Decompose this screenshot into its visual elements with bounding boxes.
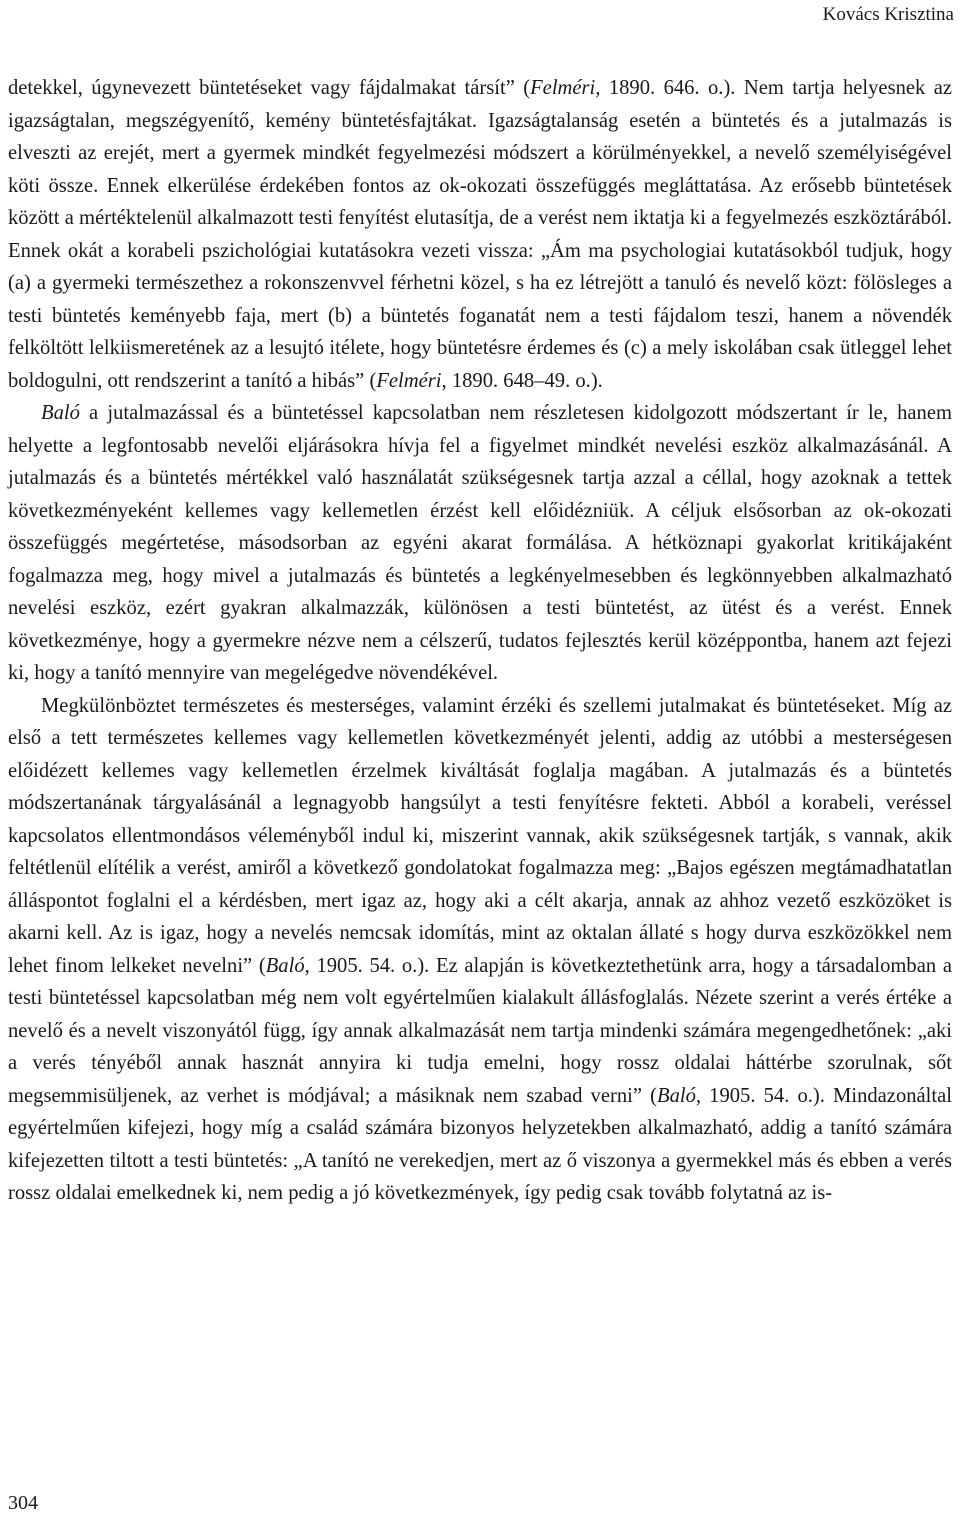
text-run: a jutalmazással és a büntetéssel kapcsolatban nem részletesen kidolgozott módszertant ír le, hanem helyette a legfontosabb nevelői eljárásokra hívja fel a figyelmet mindkét nevelési eszköz alkalmazásánál. A jutalmazás és a büntetés mértékkel való használatát szükségesnek tartja azzal a céllal, hogy azoknak a tettek következményeként kellemes vagy kellemetlen érzést kell előidézniük. A céljuk elsősorban az ok-okozati összefüggés megértetése, másodsorban az egyéni akarat formálása. A hétköznapi gyakorlat kritikájaként fogalmazza meg, hogy mivel a jutalmazás és büntetés a legkényelmesebben és legkönnyebben alkalmazható nevelési eszköz, ezért gyakran alkalmazzák, különösen a testi büntetést, az ütést és a verést. Ennek következménye, hogy a gyermekre nézve nem a célszerű, tudatos fejlesztés kerül középpontba, hanem azt fejezi ki, hogy a tanító mennyire van megelégedve növendékével. — [8, 402, 952, 684]
cited-author-name: Baló — [265, 954, 305, 977]
text-run: , 1890. 648–49. o.). — [441, 369, 603, 392]
running-header-author: Kovács Krisztina — [822, 4, 954, 25]
page-number: 304 — [8, 1492, 38, 1514]
text-run: , 1890. 646. o.). Nem tartja helyesnek az igazságtalan, megszégyenítő, kemény büntetésfajtákat. Igazságtalanság esetén a büntetés és a jutalmazás is elveszti az erejét, mert a gyermek mindkét fegyelmezési módszert a körülményekkel, a nevelő személyiségével köti össze. Ennek elkerülése érdekében fontos az ok-okozati összefüggés megláttatása. Az erősebb büntetések között a mértéktelenül alkalmazott testi fenyítést elutasítja, de a verést nem iktatja ki a fegyelmezés eszköztárából. Ennek okát a korabeli pszichológiai kutatásokra vezeti vissza: „Ám ma psychologiai kutatásokból tudjuk, hogy (a) a gyermeki természethez a rokonszenvvel férhetni közel, s ha ez létrejött a tanuló és nevelő közt: fölösleges a testi büntetés keményebb faja, mert (b) a büntetés foganatát nem a testi fájdalom teszi, hanem a növendék felköltött lelkiismeretének az a lesujtó itélete, hogy büntetésre érdemes és (c) a mely iskolában csak ütleggel lehet boldogulni, ott rendszerint a tanító a hibás” ( — [8, 77, 952, 392]
text-run: Megkülönböztet természetes és mesterséges, valamint érzéki és szellemi jutalmakat és büntetéseket. Míg az első a tett természetes kellemes vagy kellemetlen következményét jelenti, addig az utóbbi a mesterségesen előidézett kellemes vagy kellemetlen érzelmek kiváltását foglalja magában. A jutalmazás és a büntetés módszertanának tárgyalásánál a legnagyobb hangsúlyt a testi fenyítésre fekteti. Abból a korabeli, veréssel kapcsolatos ellentmondásos véleményből indul ki, miszerint vannak, akik szükségesnek tartják, s vannak, akik feltétlenül elítélik a verést, amiről a következő gondolatokat fogalmazza meg: „Bajos egészen megtámadhatatlan álláspontot foglalni el a kérdésben, mert igaz az, hogy aki a célt akarja, annak az ahhoz vezető eszközöket is akarni kell. Az is igaz, hogy a nevelés nemcsak idomítás, mint az oktalan állaté s hogy durva eszközökkel nem lehet finom lelkeket nevelni” ( — [8, 694, 952, 977]
cited-author-name: Felméri — [376, 369, 442, 392]
cited-author-name: Baló — [41, 402, 80, 424]
cited-author-name: Felméri — [530, 77, 596, 99]
paragraph-2 — [8, 397, 952, 690]
text-run: , 1905. 54. o.). Ez alapján is következtethetünk arra, hogy a társadalomban a testi büntetéssel kapcsolatban még nem volt egyértelműen kialakult állásfoglalás. Nézete szerint a verés értéke a nevelő és a nevelt viszonyától függ, így annak alkalmazását nem tartja mindenki számára megengedhetőnek: „aki a verés tényéből annak hasznát annyira ki tudja emelni, hogy rossz oldalai háttérbe szorulnak, sőt megsemmisüljenek, az verhet is módjával; a másiknak nem szabad verni” ( — [8, 954, 952, 1107]
text-run: , 1905. 54. o.). Mindazonáltal egyértelműen kifejezi, hogy míg a család számára bizonyos helyzetekben alkalmazható, addig a tanító számára kifejezetten tiltott a testi büntetés: „A tanító ne verekedjen, mert az ő viszonya a gyermekkel más és ebben a verés rossz oldalai emelkednek ki, nem pedig a jó következmények, így pedig csak tovább folytatná az is- — [8, 1084, 952, 1204]
text-run: detekkel, úgynevezett büntetéseket vagy fájdalmakat társít” ( — [8, 77, 531, 99]
body-text — [8, 72, 952, 1210]
paragraph-1 — [8, 72, 952, 397]
cited-author-name: Baló — [657, 1084, 696, 1107]
paragraph-3 — [8, 690, 952, 1210]
